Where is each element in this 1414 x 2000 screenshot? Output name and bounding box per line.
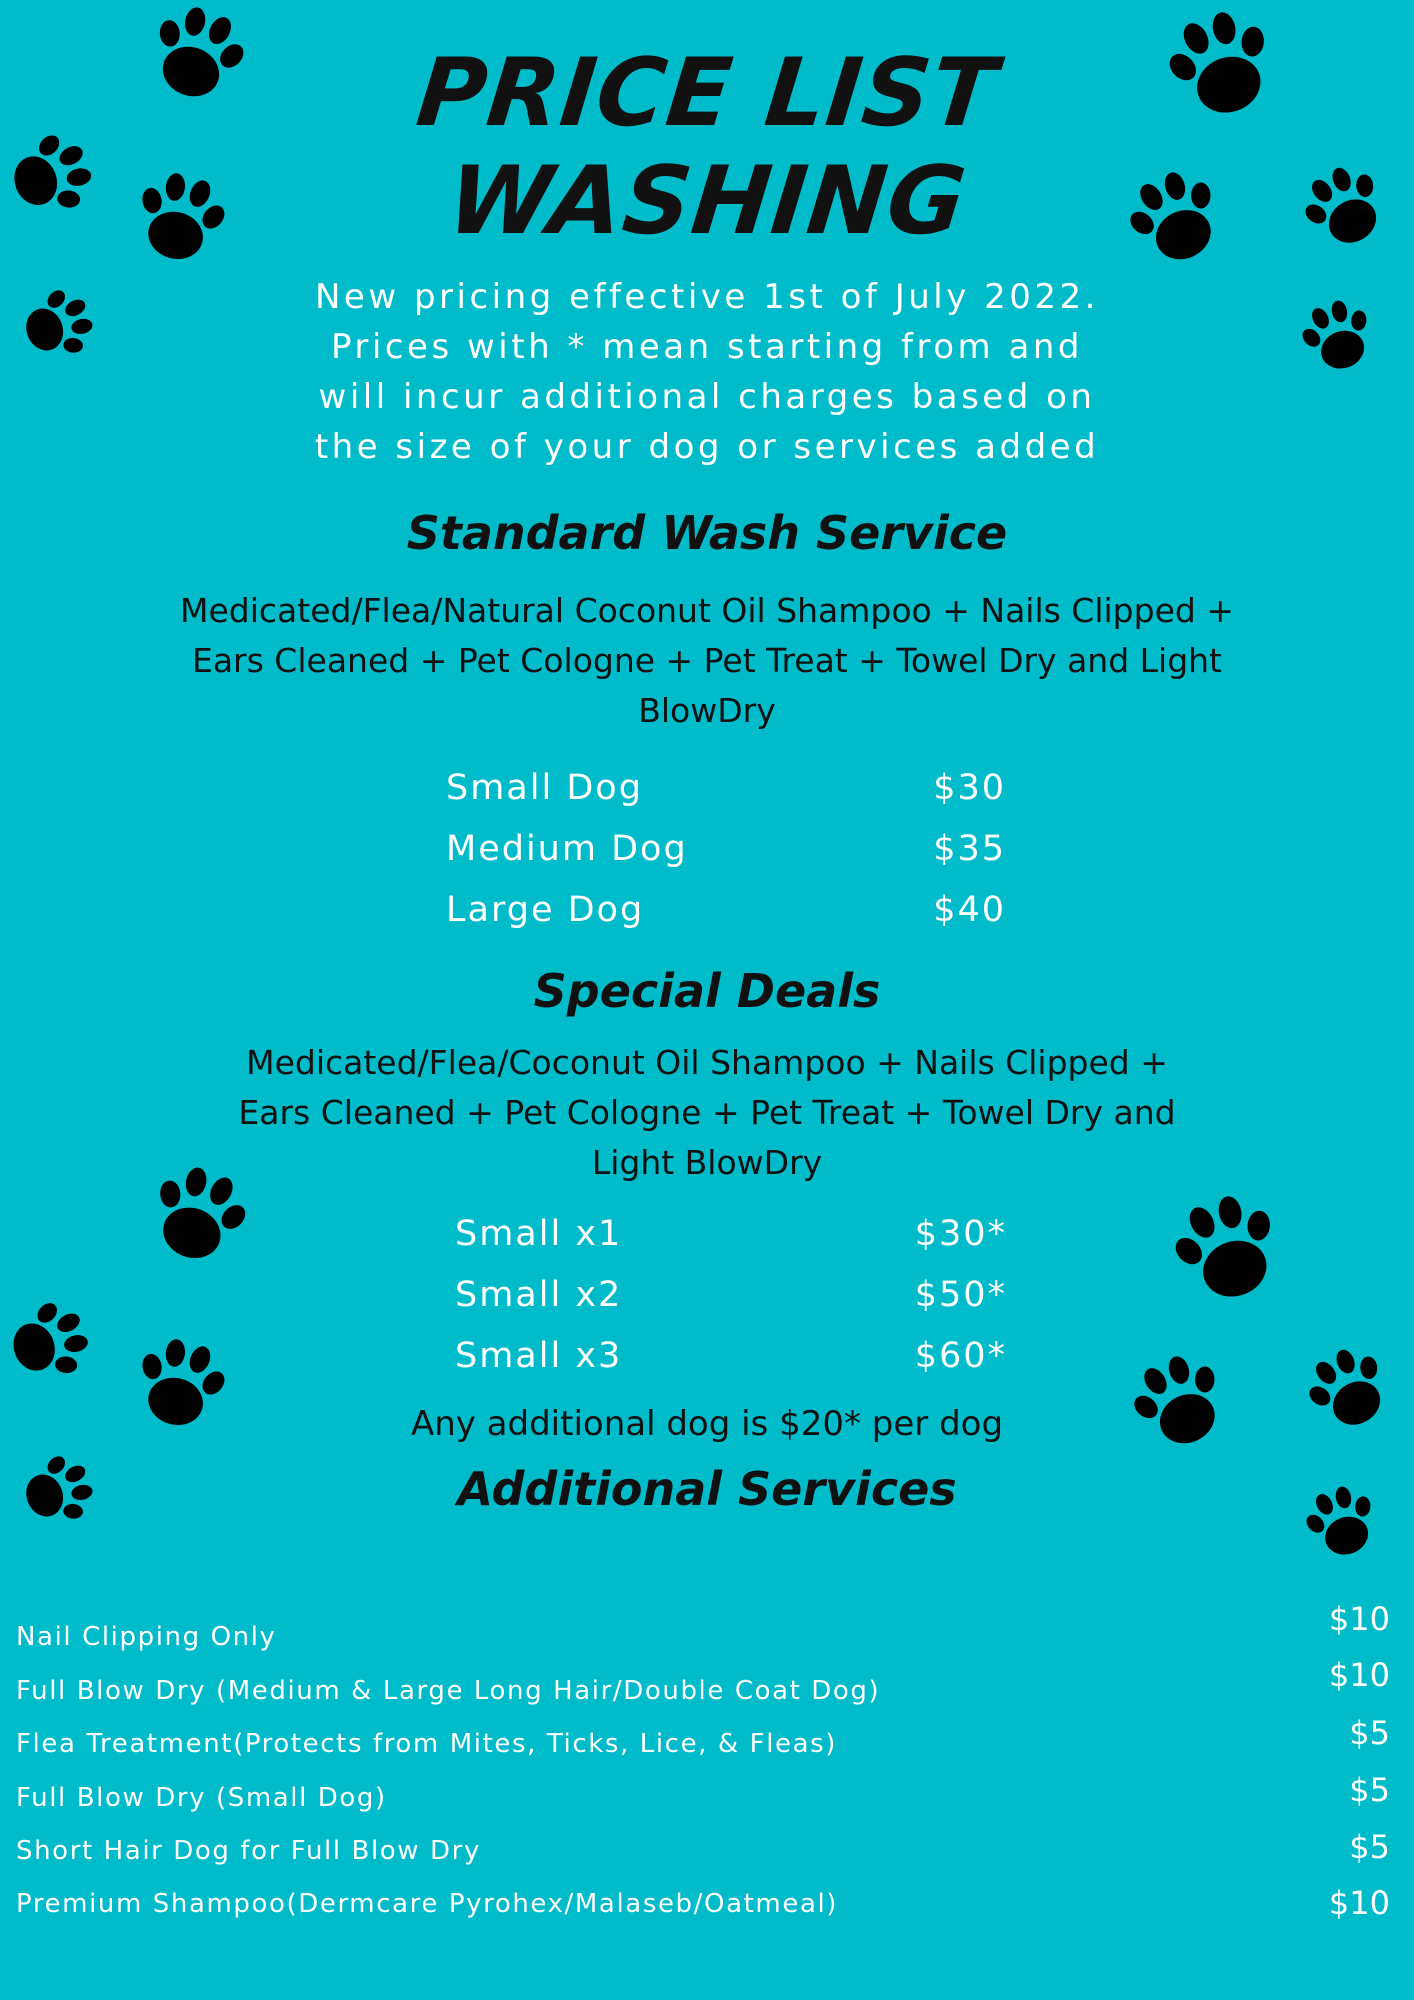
intro-text (0, 272, 1414, 472)
price-value: $30 (933, 768, 1006, 808)
price-value: $35 (933, 829, 1006, 869)
description-line: Light BlowDry (591, 1143, 823, 1182)
additional-services-heading: Additional Services (457, 1462, 957, 1516)
deal-price: $60* (914, 1336, 1007, 1376)
service-label: Short Hair Dog for Full Blow Dry (16, 1836, 481, 1866)
price-row-large-dog (446, 886, 1006, 934)
deal-row-small-x3 (455, 1332, 1007, 1380)
page-title: PRICE LIST (411, 39, 1003, 148)
price-label: Small Dog (446, 768, 643, 808)
service-label: Flea Treatment(Protects from Mites, Ticks, Lice, & Fleas) (16, 1729, 838, 1759)
deal-row-small-x2 (455, 1271, 1007, 1319)
service-label: Full Blow Dry (Medium & Large Long Hair/Double Coat Dog) (16, 1676, 881, 1706)
special-deals-heading: Special Deals (533, 964, 881, 1018)
special-deals-description (0, 1038, 1414, 1188)
description-line: Ears Cleaned + Pet Cologne + Pet Treat + Towel Dry and (238, 1093, 1176, 1132)
deal-price: $30* (914, 1214, 1007, 1254)
paw-print-icon (1108, 1330, 1252, 1475)
service-price: $5 (1349, 1771, 1390, 1809)
intro-line: will incur additional charges based on (318, 377, 1096, 417)
intro-line: Prices with * mean starting from and (331, 327, 1083, 367)
service-price: $5 (1349, 1828, 1390, 1866)
description-line: Ears Cleaned + Pet Cologne + Pet Treat + Towel Dry and Light (191, 641, 1222, 680)
price-row-small-dog (446, 764, 1006, 812)
additional-dog-note: Any additional dog is $20* per dog (410, 1404, 1004, 1444)
price-value: $40 (933, 890, 1006, 930)
description-line: Medicated/Flea/Natural Coconut Oil Shampoo + Nails Clipped + (180, 591, 1234, 630)
service-price: $10 (1328, 1600, 1390, 1638)
paw-print-icon (0, 1281, 108, 1403)
price-label: Large Dog (446, 890, 645, 930)
service-price: $10 (1328, 1884, 1390, 1922)
intro-line: New pricing effective 1st of July 2022. (315, 277, 1099, 317)
service-label: Full Blow Dry (Small Dog) (16, 1783, 387, 1813)
intro-line: the size of your dog or services added (314, 427, 1100, 467)
deal-label: Small x2 (455, 1275, 623, 1315)
standard-wash-heading: Standard Wash Service (406, 506, 1008, 560)
deal-row-small-x1 (455, 1210, 1007, 1258)
paw-print-icon (1149, 1171, 1308, 1330)
price-label: Medium Dog (446, 829, 688, 869)
deal-price: $50* (914, 1275, 1007, 1315)
price-row-medium-dog (446, 825, 1006, 873)
service-label: Nail Clipping Only (16, 1622, 277, 1652)
service-price: $10 (1328, 1656, 1390, 1694)
deal-label: Small x3 (455, 1336, 623, 1376)
service-label: Premium Shampoo(Dermcare Pyrohex/Malaseb/Oatmeal) (16, 1889, 839, 1919)
description-line: BlowDry (638, 691, 776, 730)
standard-wash-description (0, 586, 1414, 736)
service-price: $5 (1349, 1714, 1390, 1752)
page-subtitle: WASHING (442, 147, 972, 256)
deal-label: Small x1 (455, 1214, 623, 1254)
description-line: Medicated/Flea/Coconut Oil Shampoo + Nails Clipped + (246, 1043, 1168, 1082)
